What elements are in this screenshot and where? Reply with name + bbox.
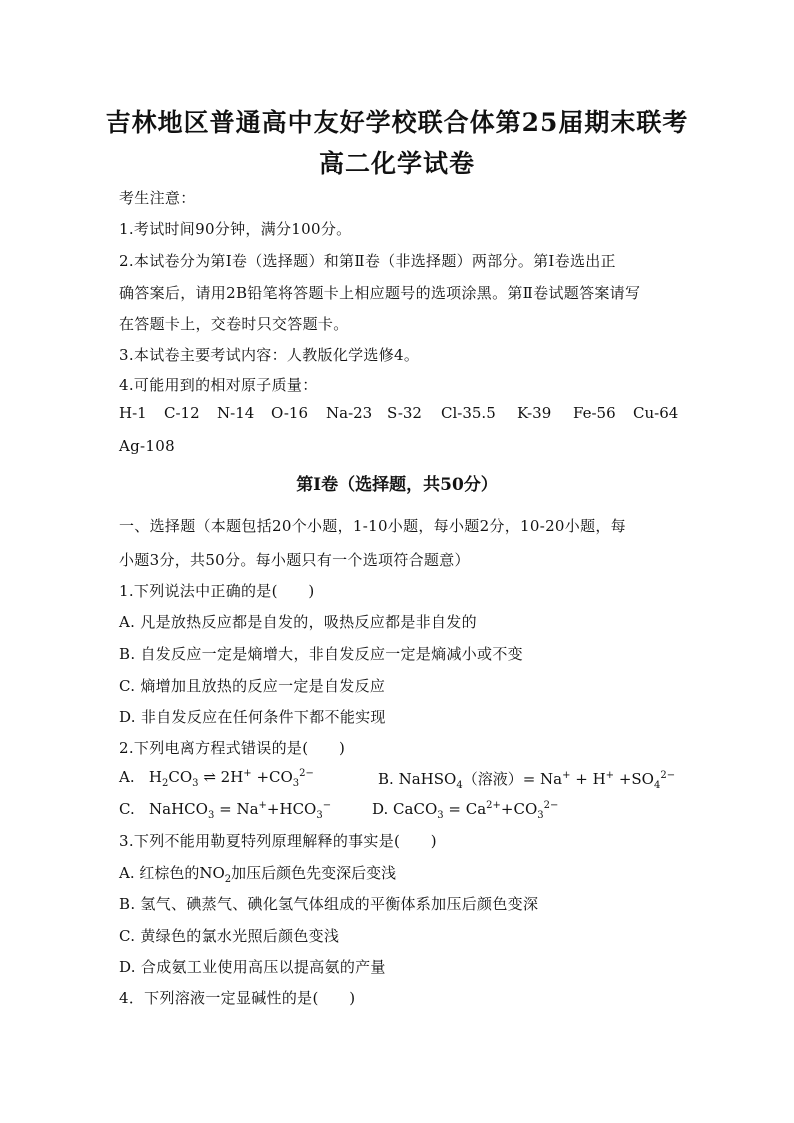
section-1-instruction-line2: 小题3分，共50分。每小题只有一个选项符合题意） xyxy=(119,551,470,569)
atomic-mass-item: Cu-64 xyxy=(633,404,679,422)
q1-option-d: D. 非自发反应在任何条件下都不能实现 xyxy=(119,708,386,726)
notice-item-2-line2: 确答案后，请用2B铅笔将答题卡上相应题号的选项涂黑。第Ⅱ卷试题答案请写 xyxy=(119,284,641,302)
section-1-title: 第Ⅰ卷（选择题，共50分） xyxy=(296,475,498,495)
q2-option-c: C. NaHCO$_3$ = $Na^++HCO_3^-$ xyxy=(119,800,332,821)
q2-option-d: D. CaCO$_3$ = $Ca^{2+}+CO_3^{2-}$ xyxy=(372,800,559,821)
atomic-mass-item: Ag-108 xyxy=(119,437,175,455)
atomic-mass-item: Fe-56 xyxy=(573,404,616,422)
exam-title-line2: 高二化学试卷 xyxy=(318,149,475,178)
q3-option-c: C. 黄绿色的氯水光照后颜色变浅 xyxy=(119,927,340,945)
section-1-instruction-line1: 一、选择题（本题包括20个小题，1-10小题，每小题2分，10-20小题，每 xyxy=(119,517,626,535)
q1-option-b: B. 自发反应一定是熵增大，非自发反应一定是熵减小或不变 xyxy=(119,645,523,663)
notice-heading: 考生注意： xyxy=(119,189,196,207)
q1-option-a: A. 凡是放热反应都是自发的，吸热反应都是非自发的 xyxy=(119,613,477,631)
q3-stem: 3.下列不能用勒夏特列原理解释的事实是( ) xyxy=(119,832,437,850)
q3-option-a: A. 红棕色的$NO_2$加压后颜色先变深后变浅 xyxy=(119,864,397,885)
notice-item-1: 1.考试时间90分钟，满分100分。 xyxy=(119,220,352,238)
exam-title-line1: 吉林地区普通高中友好学校联合体第25届期末联考 xyxy=(105,108,689,137)
notice-item-2-line1: 2.本试卷分为第Ⅰ卷（选择题）和第Ⅱ卷（非选择题）两部分。第Ⅰ卷选出正 xyxy=(119,252,616,270)
atomic-mass-item: O-16 xyxy=(271,404,309,422)
q2-option-b: B. NaHSO$_4$（溶液）= $Na^+ + H^+ +SO_4^{2-}$ xyxy=(378,770,676,791)
atomic-mass-item: Na-23 xyxy=(326,404,373,422)
atomic-mass-item: K-39 xyxy=(517,404,552,422)
q3-option-b: B. 氢气、碘蒸气、碘化氢气体组成的平衡体系加压后颜色变深 xyxy=(119,895,539,913)
atomic-mass-item: S-32 xyxy=(387,404,422,422)
q4-stem: 4．下列溶液一定显碱性的是( ) xyxy=(119,989,356,1007)
q2-stem: 2.下列电离方程式错误的是( ) xyxy=(119,739,346,757)
notice-item-4: 4.可能用到的相对原子质量： xyxy=(119,376,318,394)
q2-option-a: A. $H_2CO_3$ ⇌ $2H^+ +CO_3^{2-}$ xyxy=(119,768,314,789)
atomic-mass-item: N-14 xyxy=(217,404,255,422)
q1-option-c: C. 熵增加且放热的反应一定是自发反应 xyxy=(119,677,386,695)
notice-item-3: 3.本试卷主要考试内容：人教版化学选修4。 xyxy=(119,346,420,364)
q3-option-d: D. 合成氨工业使用高压以提高氨的产量 xyxy=(119,958,386,976)
q1-stem: 1.下列说法中正确的是( ) xyxy=(119,582,315,600)
atomic-mass-item: H-1 xyxy=(119,404,147,422)
notice-item-2-line3: 在答题卡上，交卷时只交答题卡。 xyxy=(119,315,349,333)
atomic-mass-item: C-12 xyxy=(164,404,200,422)
atomic-mass-item: Cl-35.5 xyxy=(441,404,496,422)
